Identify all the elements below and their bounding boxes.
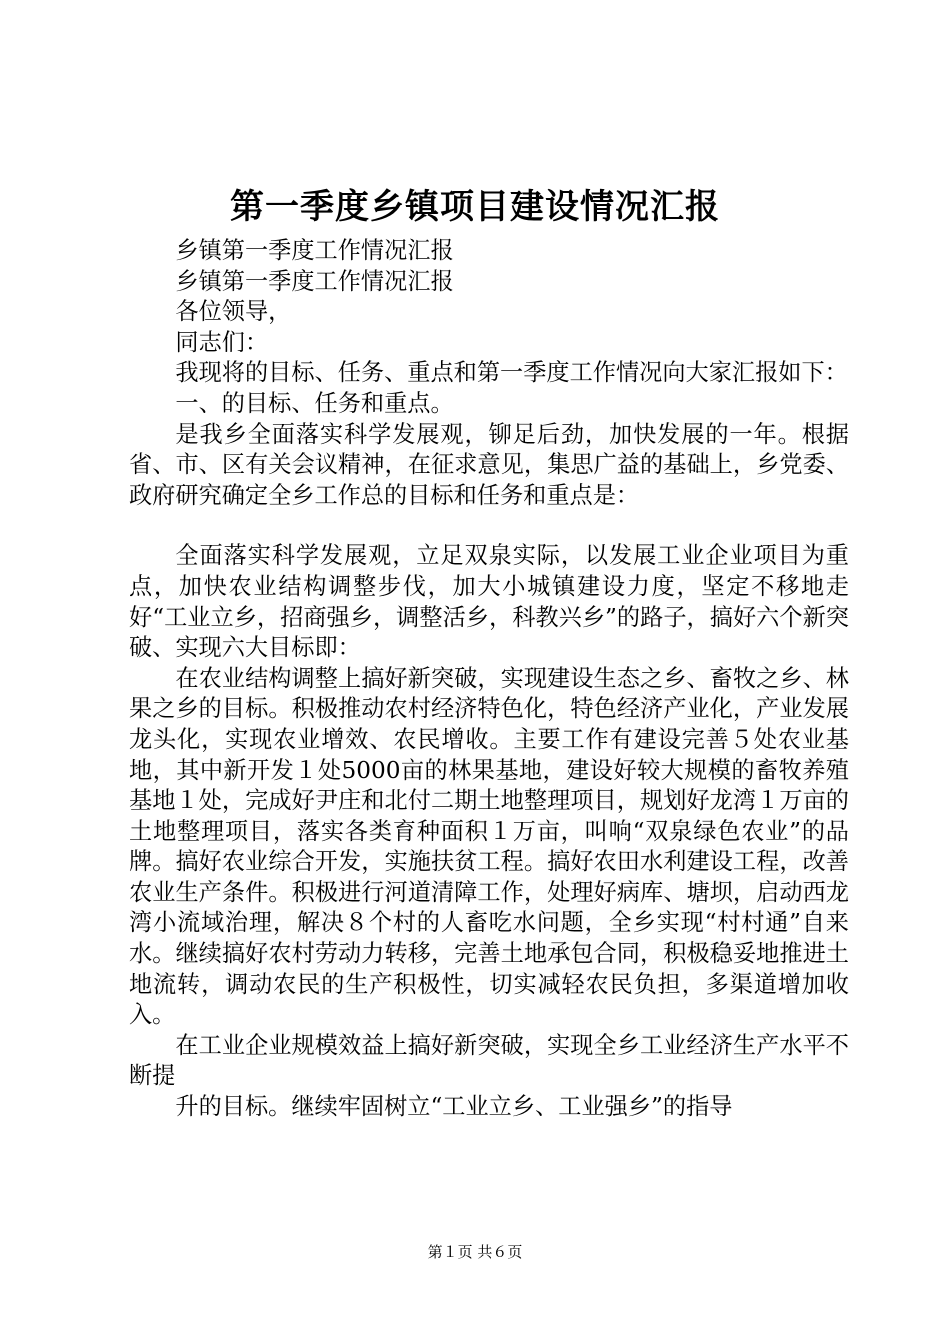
paragraph: 各位领导， xyxy=(175,298,292,326)
paragraph: 在工业企业规模效益上搞好新突破，实现全乡工业经济生产水平不断提 xyxy=(129,1031,849,1090)
paragraph: 同志们： xyxy=(175,328,269,356)
paragraph: 升的目标。继续牢固树立“工业立乡、工业强乡”的指导 xyxy=(175,1093,733,1121)
document-body xyxy=(129,236,849,1123)
paragraph: 在农业结构调整上搞好新突破，实现建设生态之乡、畜牧之乡、林果之乡的目标。积极推动农村经济特色化，特色经济产业化，产业发展龙头化，实现农业增效、农民增收。主要工作有建设完善５处农业基地，其中新开发１处5000亩的林果基地，建设好较大规模的畜牧养殖基地１处，完成好尹庄和北付二期土地整理项目，规划好龙湾１万亩的土地整理项目，落实各类育种面积１万亩，叫响“双泉绿色农业”的品牌。搞好农业综合开发，实施扶贫工程。搞好农田水利建设工程，改善农业生产条件。积极进行河道清障工作，处理好病库、塘坝，启动西龙湾小流域治理，解决８个村的人畜吃水问题，全乡实现“村村通”自来水。继续搞好农村劳动力转移，完善土地承包合同，积极稳妥地推进土地流转，调动农民的生产积极性，切实减轻农民负担，多渠道增加收入。 xyxy=(129,664,849,1029)
page-number: 第１页 共６页 xyxy=(427,1243,523,1261)
paragraph: 是我乡全面落实科学发展观，铆足后劲，加快发展的一年。根据省、市、区有关会议精神，在征求意见，集思广益的基础上，乡党委、政府研究确定全乡工作总的目标和任务和重点是： xyxy=(129,420,849,509)
paragraph: 我现将的目标、任务、重点和第一季度工作情况向大家汇报如下： xyxy=(175,359,848,387)
paragraph: 全面落实科学发展观，立足双泉实际，以发展工业企业项目为重点，加快农业结构调整步伐，加大小城镇建设力度，坚定不移地走好“工业立乡，招商强乡，调整活乡，科教兴乡”的路子，搞好六个新突破、实现六大目标即： xyxy=(129,542,849,662)
paragraph: 一、的目标、任务和重点。 xyxy=(175,389,454,417)
document-title: 第一季度乡镇项目建设情况汇报 xyxy=(230,187,720,227)
paragraph: 乡镇第一季度工作情况汇报 xyxy=(175,267,454,295)
paragraph: 乡镇第一季度工作情况汇报 xyxy=(175,237,454,264)
